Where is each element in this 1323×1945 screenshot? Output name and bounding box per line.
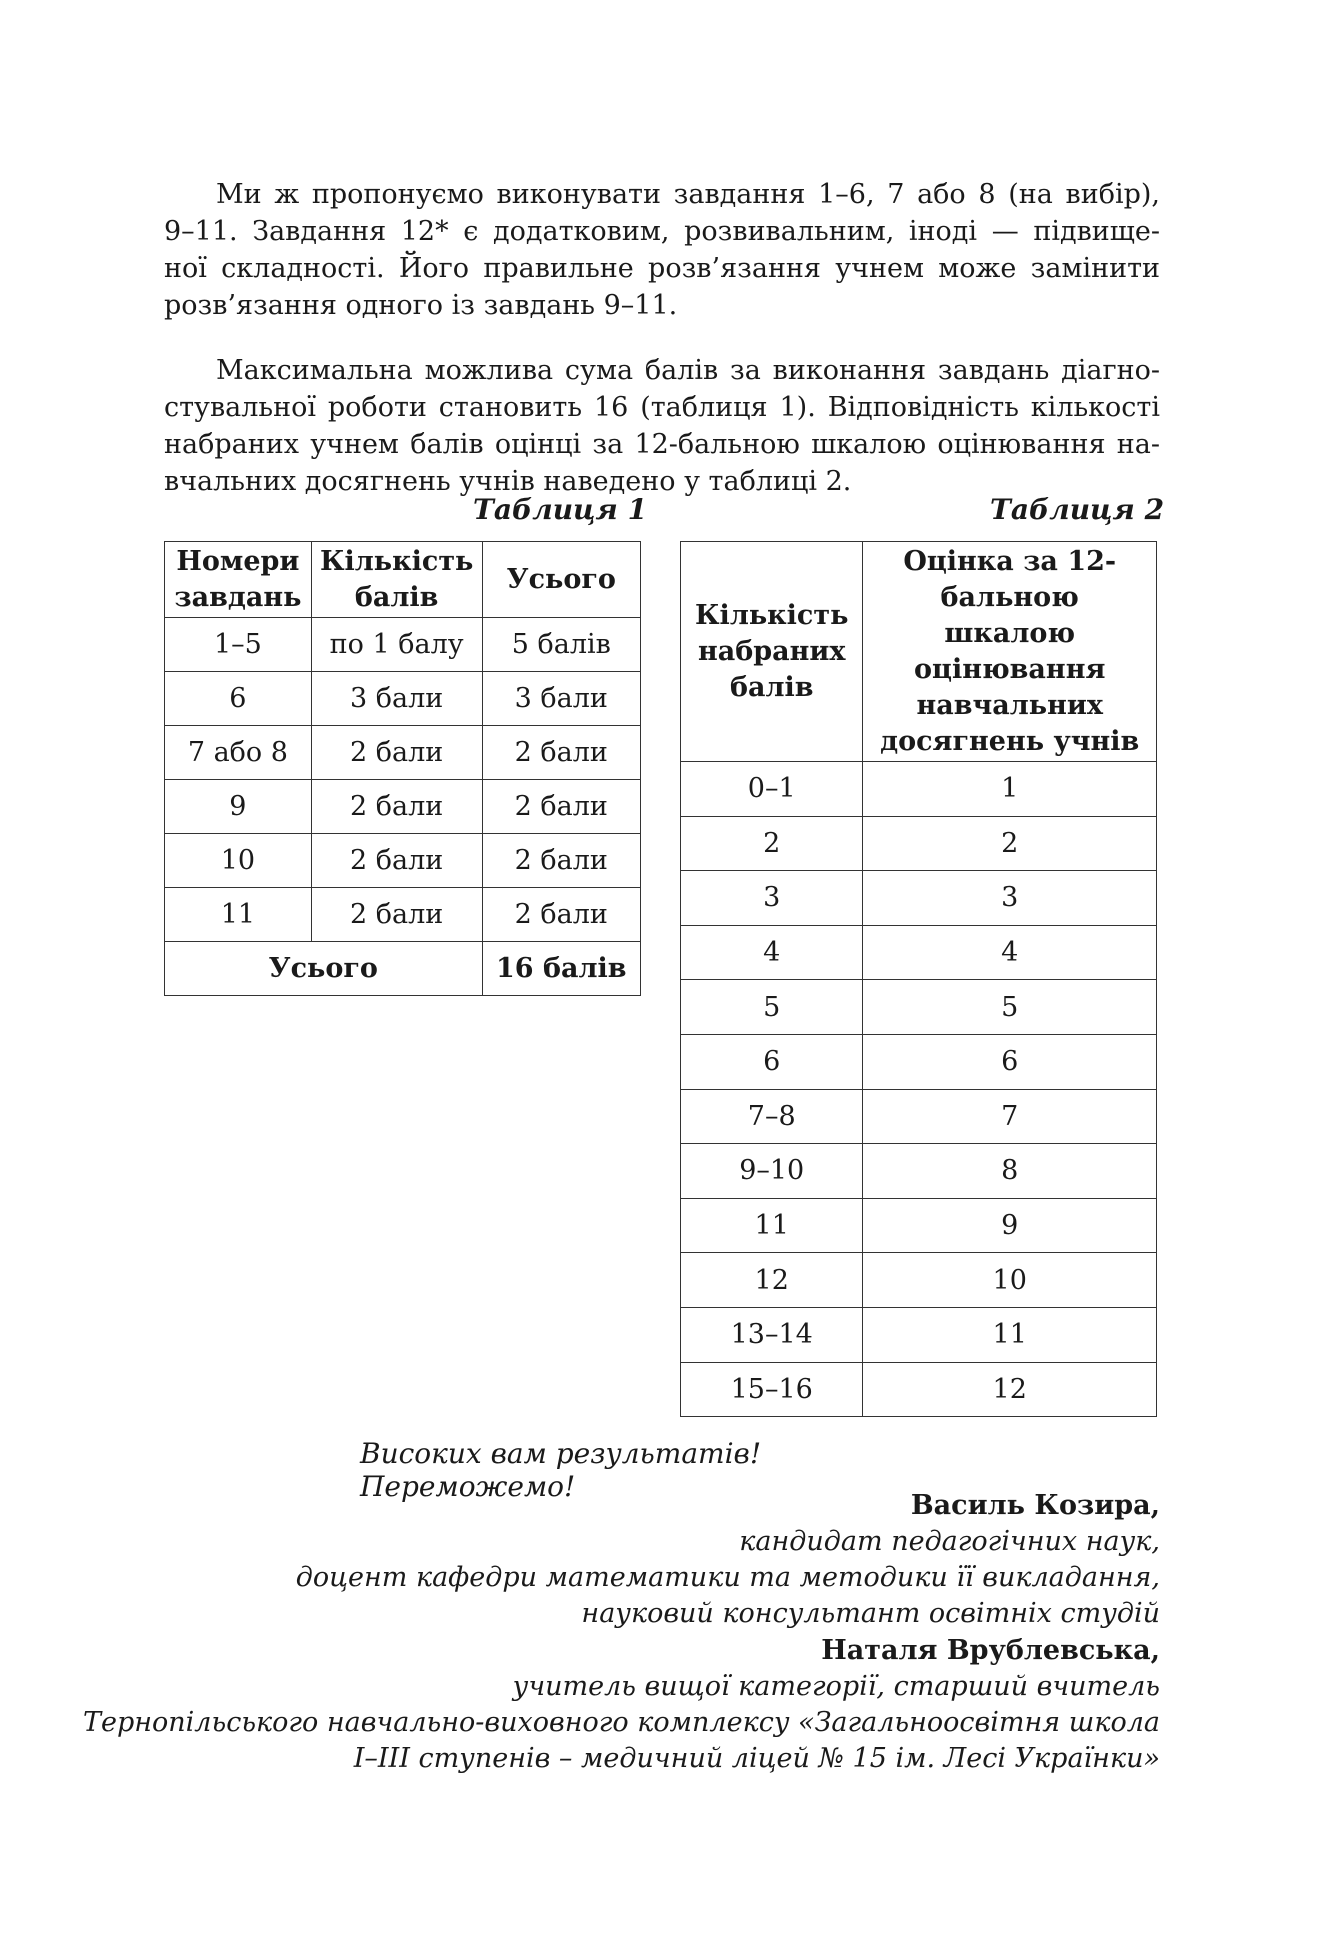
table-cell: 11	[863, 1307, 1157, 1362]
table-row	[165, 618, 641, 672]
table-cell: 11	[165, 888, 312, 942]
table-cell: 3	[863, 871, 1157, 926]
table-cell: 15–16	[681, 1362, 863, 1417]
table-cell: по 1 балу	[311, 618, 482, 672]
author-name: Наталя Врублевська,	[821, 1635, 1160, 1666]
table-row	[681, 1307, 1157, 1362]
table-cell: 4	[681, 925, 863, 980]
table-cell: 2 бали	[482, 726, 640, 780]
author-role-line: кандидат педагогічних наук,	[739, 1526, 1160, 1557]
table-cell: 12	[863, 1362, 1157, 1417]
text-line: Максимальна можлива сума балів за виконання завдань діагно-	[216, 355, 1160, 386]
table-header-row	[165, 542, 641, 618]
table-cell: 2 бали	[482, 888, 640, 942]
table-cell: 6	[863, 1034, 1157, 1089]
table-cell: 6	[165, 672, 312, 726]
header-cell: Кількість набраних балів	[681, 542, 863, 762]
closing-wish: Високих вам результатів! Переможемо!	[360, 1437, 762, 1503]
author-role-line: науковий консультант освітніх студій	[581, 1598, 1160, 1629]
table-cell: 2 бали	[482, 834, 640, 888]
table-row	[681, 1198, 1157, 1253]
table-row	[165, 672, 641, 726]
table-2	[680, 541, 1157, 1417]
table-row	[681, 762, 1157, 817]
table-cell: 7–8	[681, 1089, 863, 1144]
author-name: Василь Козира,	[910, 1490, 1160, 1521]
table-cell: 1	[863, 762, 1157, 817]
author-role-line: І–ІІІ ступенів – медичний ліцей № 15 ім. Лесі Українки»	[353, 1743, 1160, 1774]
table-cell: 1–5	[165, 618, 312, 672]
table-cell: 9–10	[681, 1144, 863, 1199]
table-row	[681, 1034, 1157, 1089]
author-role-line: Тернопільського навчально-виховного комплексу «Загальноосвітня школа	[82, 1707, 1160, 1738]
table-row	[681, 925, 1157, 980]
table1-caption: Таблиця 1	[473, 493, 648, 526]
table-row	[681, 1362, 1157, 1417]
table-header-row	[681, 542, 1157, 762]
table-row	[681, 1089, 1157, 1144]
table-row	[681, 1253, 1157, 1308]
table-cell: 11	[681, 1198, 863, 1253]
table-row	[165, 726, 641, 780]
table-cell: 2 бали	[482, 780, 640, 834]
text-line: Ми ж пропонуємо виконувати завдання 1–6, 7 або 8 (на вибір),	[216, 179, 1160, 210]
header-cell: Усього	[482, 542, 640, 618]
header-cell: Номери завдань	[165, 542, 312, 618]
text-line: розв’язання одного із завдань 9–11.	[164, 290, 678, 321]
table-row	[681, 871, 1157, 926]
table-cell: 12	[681, 1253, 863, 1308]
table-row	[165, 780, 641, 834]
table-row	[165, 834, 641, 888]
table-cell: 5	[681, 980, 863, 1035]
text-line: вчальних досягнень учнів наведено у таблиці 2.	[164, 466, 852, 497]
table-row	[681, 980, 1157, 1035]
table-total-row	[165, 942, 641, 996]
table-cell: 2	[681, 816, 863, 871]
header-cell: Оцінка за 12-бальною шкалою оцінювання навчальних досягнень учнів	[863, 542, 1157, 762]
table-cell: 10	[863, 1253, 1157, 1308]
table-cell: 2 бали	[311, 888, 482, 942]
table-cell: 0–1	[681, 762, 863, 817]
table-row	[165, 888, 641, 942]
table-cell: 7 або 8	[165, 726, 312, 780]
table-cell: 9	[165, 780, 312, 834]
header-cell: Кількість балів	[311, 542, 482, 618]
author-role-line: доцент кафедри математики та методики її викладання,	[295, 1562, 1160, 1593]
author1-signature	[296, 1488, 1160, 1632]
text-line: стувальної роботи становить 16 (таблиця 1). Відповідність кількості	[164, 392, 1160, 423]
table-1	[164, 541, 641, 996]
table2-caption: Таблиця 2	[990, 493, 1165, 526]
table-cell: 8	[863, 1144, 1157, 1199]
table-cell: 2	[863, 816, 1157, 871]
table-cell: 3	[681, 871, 863, 926]
author-role-line: учитель вищої категорії, старший вчитель	[512, 1671, 1160, 1702]
table-cell: 9	[863, 1198, 1157, 1253]
total-value: 16 балів	[482, 942, 640, 996]
table-cell: 2 бали	[311, 726, 482, 780]
table-row	[681, 816, 1157, 871]
text-line: ної складності. Його правильне розв’язання учнем може замінити	[164, 253, 1160, 284]
table-cell: 10	[165, 834, 312, 888]
table-cell: 3 бали	[482, 672, 640, 726]
table-cell: 7	[863, 1089, 1157, 1144]
text-line: 9–11. Завдання 12* є додатковим, розвивальним, іноді — підвище-	[164, 216, 1160, 247]
table-cell: 2 бали	[311, 834, 482, 888]
text-line: набраних учнем балів оцінці за 12-бальною шкалою оцінювання на-	[164, 429, 1160, 460]
total-label: Усього	[165, 942, 483, 996]
table-cell: 2 бали	[311, 780, 482, 834]
table-cell: 6	[681, 1034, 863, 1089]
table-cell: 5 балів	[482, 618, 640, 672]
author2-signature	[83, 1633, 1160, 1777]
table-row	[681, 1144, 1157, 1199]
paragraph-2	[164, 352, 1160, 500]
paragraph-1	[164, 176, 1160, 324]
table-cell: 3 бали	[311, 672, 482, 726]
table-cell: 5	[863, 980, 1157, 1035]
table-cell: 4	[863, 925, 1157, 980]
table-cell: 13–14	[681, 1307, 863, 1362]
